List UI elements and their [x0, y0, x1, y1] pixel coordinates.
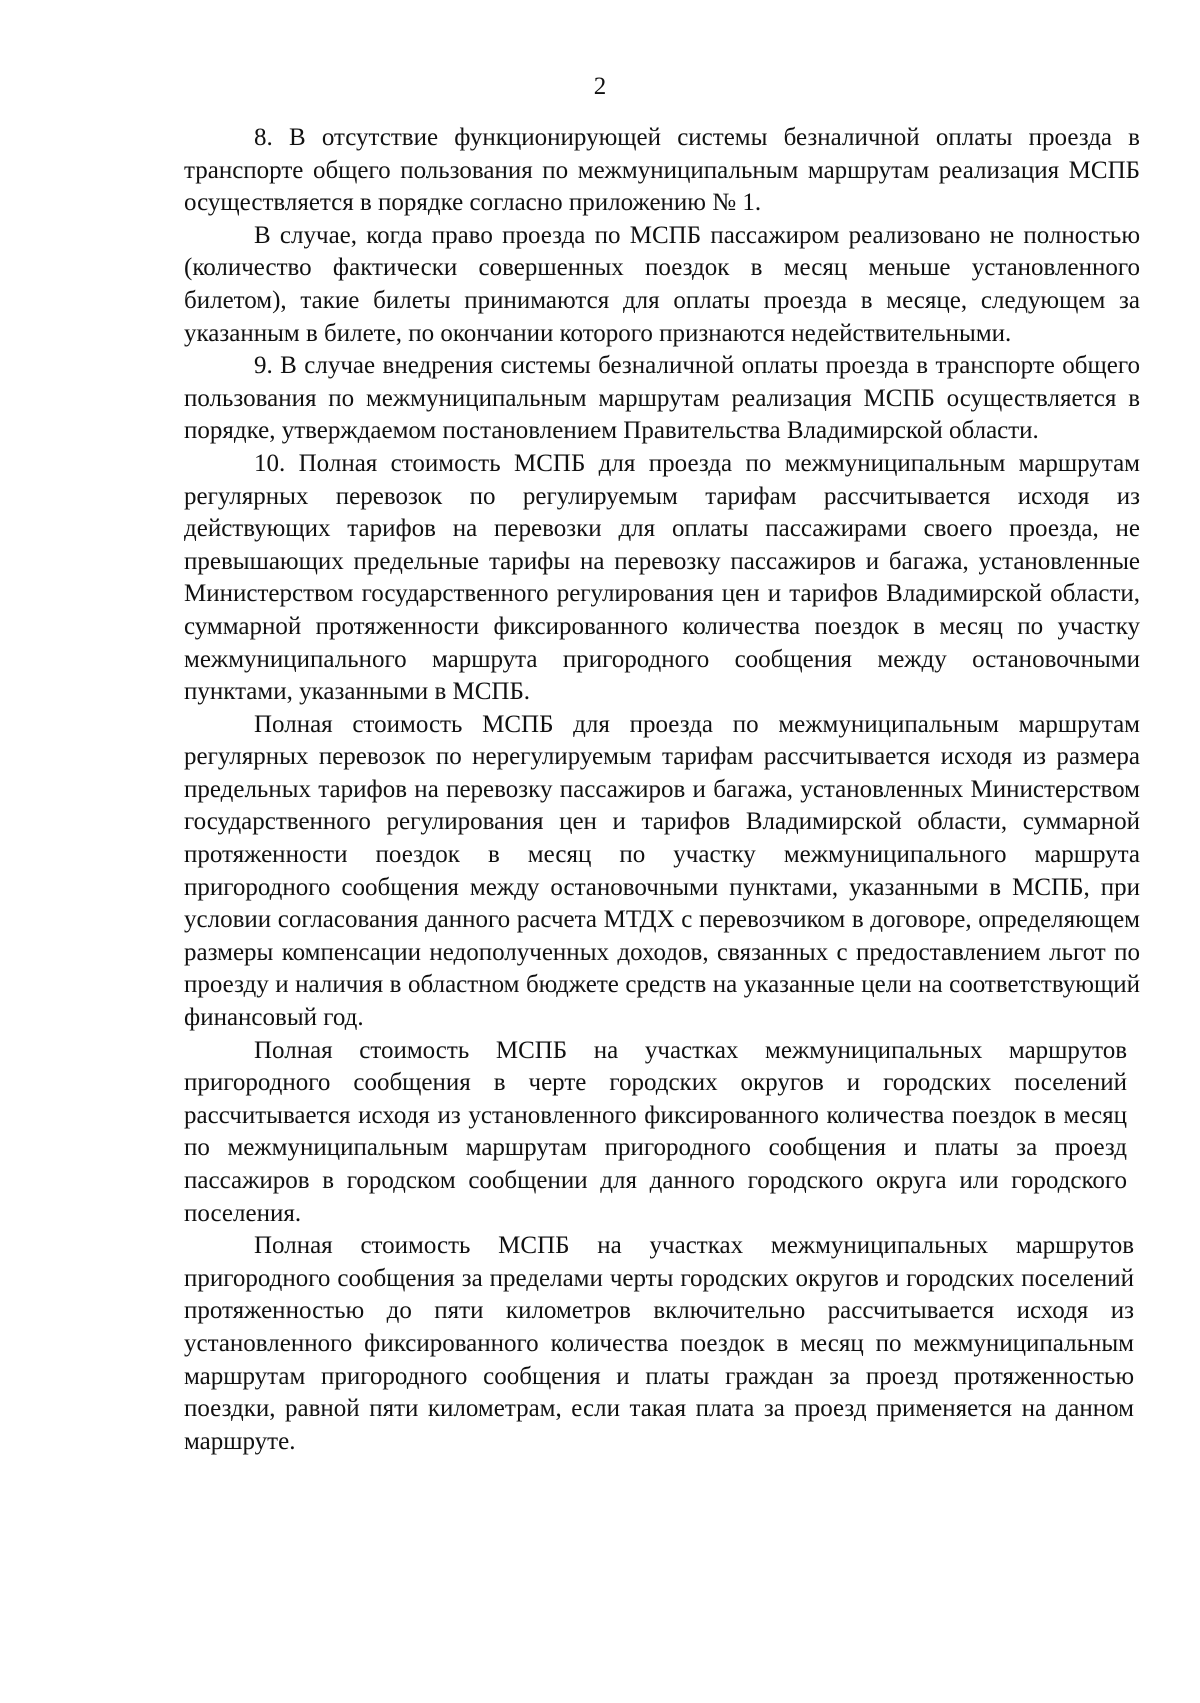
paragraph-item-10: 10. Полная стоимость МСПБ для проезда по межмуниципальным маршрутам регулярных перевозок по регулируемым тарифам рассчитывается исходя из действующих тарифов на перевозки для оплаты пассажирами своего проезда, не превышающих предельные тарифы на перевозку пассажиров и багажа, установленные Министерством государственного регулирования цен и тарифов Владимирской области, суммарной протяженности фиксированного количества поездок в месяц по участку межмуниципального маршрута пригородного сообщения между остановочными пунктами, указанными в МСПБ. — [184, 449, 1140, 706]
paragraph-item-9: 9. В случае внедрения системы безналичной оплаты проезда в транспорте общего пользования по межмуниципальным маршрутам реализация МСПБ осуществляется в порядке, утверждаемом постановлением Правительства Владимирской области. — [184, 352, 1140, 445]
paragraph-unregulated-tariffs: Полная стоимость МСПБ для проезда по межмуниципальным маршрутам регулярных перевозок по нерегулируемым тарифам рассчитывается исходя из размера предельных тарифов на перевозку пассажиров и багажа, установленных Министерством государственного регулирования цен и тарифов Владимирской области, суммарной протяженности поездок в месяц по участку межмуниципального маршрута пригородного сообщения между остановочными пунктами, указанными в МСПБ, при условии согласования данного расчета МТДХ с перевозчиком в договоре, определяющем размеры компенсации недополученных доходов, связанных с предоставлением льгот по проезду и наличия в областном бюджете средств на указанные цели на соответствующий финансовый год. — [184, 710, 1140, 1032]
page-number: 2 — [593, 73, 607, 100]
paragraph-city-limits-cost: Полная стоимость МСПБ на участках межмуниципальных маршрутов пригородного сообщения в черте городских округов и городских поселений рассчитывается исходя из установленного фиксированного количества поездок в месяц по межмуниципальным маршрутам пригородного сообщения и платы за проезд пассажиров в городском сообщении для данного городского округа или городского поселения. — [184, 1036, 1127, 1227]
paragraph-unused-ticket-rule: В случае, когда право проезда по МСПБ пассажиром реализовано не полностью (количество фактически совершенных поездок в месяц меньше установленного билетом), такие билеты принимаются для оплаты проезда в месяце, следующем за указанным в билете, по окончании которого признаются недействительными. — [184, 221, 1140, 347]
paragraph-five-km-cost: Полная стоимость МСПБ на участках межмуниципальных маршрутов пригородного сообщения за пределами черты городских округов и городских поселений протяженностью до пяти километров включительно рассчитывается исходя из установленного фиксированного количества поездок в месяц по межмуниципальным маршрутам пригородного сообщения и платы граждан за проезд протяженностью поездки, равной пяти километрам, если такая плата за проезд применяется на данном маршруте. — [184, 1232, 1134, 1455]
document-body — [184, 122, 1140, 1458]
paragraph-item-8: 8. В отсутствие функционирующей системы безналичной оплаты проезда в транспорте общего пользования по межмуниципальным маршрутам реализация МСПБ осуществляется в порядке согласно приложению № 1. — [184, 124, 1140, 217]
